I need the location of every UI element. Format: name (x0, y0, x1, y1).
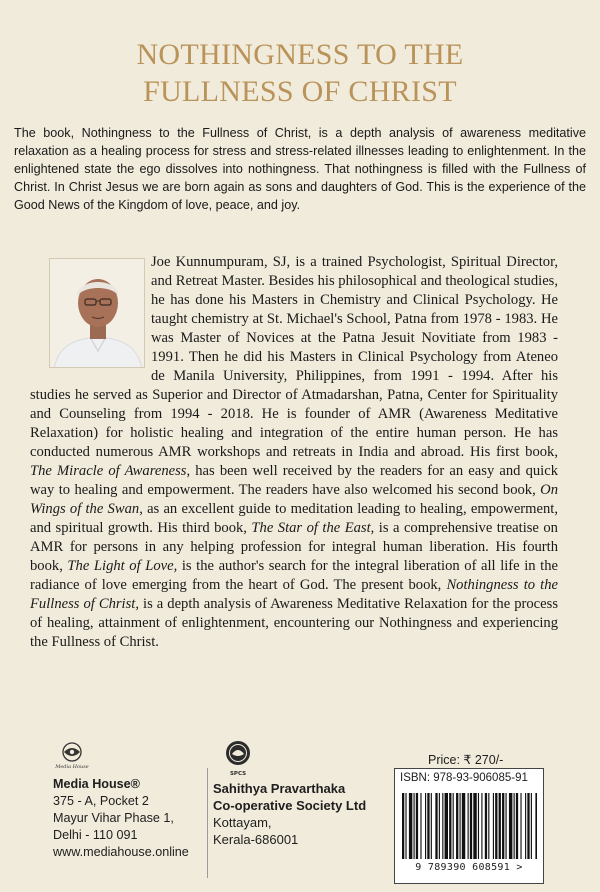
book-title-4: The Light of Love, (67, 558, 178, 574)
barcode-bar (516, 793, 518, 859)
logo-text: Media House (55, 764, 89, 770)
book-title-5: Nothingness to the Fullness of Christ, (30, 577, 558, 612)
barcode-bar (527, 793, 529, 859)
barcode-bar (531, 793, 532, 859)
barcode-bar (495, 793, 497, 859)
book-title-2: On Wings of the Swan (30, 482, 558, 517)
bio-text: , has been well received by the readers for an easy and quick way to healing and empowerment. The readers have also welcomed his second book, (30, 463, 558, 498)
barcode-bar (488, 793, 489, 859)
barcode-bar (435, 793, 437, 859)
barcode-digits: 9 789390 608591 > (415, 862, 523, 873)
barcode-bar (427, 793, 429, 859)
publisher-website: www.mediahouse.online (53, 845, 189, 859)
publisher-address-1: 375 - A, Pocket 2 (53, 794, 149, 808)
barcode-bar (402, 793, 404, 859)
barcode-bar (470, 793, 472, 859)
book-title-3: The Star of the East (251, 520, 371, 536)
barcode-bar (502, 793, 504, 859)
author-biography (30, 253, 558, 652)
price: Price: ₹ 270/- (428, 753, 504, 767)
publisher-address-3: Delhi - 110 091 (53, 828, 138, 842)
book-description: The book, Nothingness to the Fullness of Christ, is a depth analysis of awareness meditative relaxation as a healing process for stress and stress-related illnesses leading to enlightenment. In the enlightened state the ego dissolves into nothingness. That nothingness is filled with the Fullness of Christ. In Christ Jesus we are born again as sons and daughters of God. This is the experience of the Good News of the Kingdom of love, peace, and joy. (14, 126, 586, 212)
barcode-bar (481, 793, 482, 859)
barcode-bar (468, 793, 469, 859)
barcode-bar (405, 793, 406, 859)
title-line-2: FULLNESS OF CHRIST (143, 75, 457, 108)
publisher-address-2: Mayur Vihar Phase 1, (53, 811, 174, 825)
publisher-info (53, 776, 189, 861)
barcode-bar (442, 793, 443, 859)
barcode-bar (499, 793, 501, 859)
barcode (401, 793, 537, 859)
barcode-bar (439, 793, 440, 859)
book-title-1: The Miracle of Awareness (30, 463, 187, 479)
publisher-name: Media House® (53, 777, 140, 791)
barcode-bar (514, 793, 515, 859)
barcode-bar (425, 793, 426, 859)
barcode-bar (485, 793, 487, 859)
barcode-bar (506, 793, 507, 859)
isbn-barcode-box (394, 768, 544, 884)
logo-text: SPCS (229, 771, 247, 777)
barcode-bar (416, 793, 418, 859)
barcode-bar (409, 793, 412, 859)
barcode-bar (535, 793, 537, 859)
barcode-bar (414, 793, 415, 859)
copublisher-city: Kottayam, (213, 815, 272, 830)
spcs-logo-icon (223, 740, 253, 778)
barcode-bar (462, 793, 465, 859)
bio-text: , as an excellent guide to meditation leading to healing, empowerment, and spiritual growth. His third book, (30, 501, 558, 536)
barcode-bar (525, 793, 526, 859)
barcode-bar (493, 793, 494, 859)
book-title (0, 36, 600, 110)
copublisher-name-2: Co-operative Society Ltd (213, 798, 367, 813)
bio-text: , is a comprehensive treatise on AMR for persons in any helping profession for integral human liberation. His fourth book, (30, 520, 558, 574)
barcode-bar (449, 793, 451, 859)
barcode-bar (520, 793, 521, 859)
barcode-bar (509, 793, 512, 859)
bio-text: is a depth analysis of Awareness Meditative Relaxation for the process of healing, attainment of enlightenment, encountering our Nothingness and experiencing the Fullness of Christ. (30, 596, 558, 650)
isbn-label: ISBN: 978-93-906085-91 (400, 772, 528, 784)
footer-divider (207, 768, 208, 878)
barcode-bar (453, 793, 454, 859)
media-house-logo-icon (55, 740, 89, 770)
copublisher-state: Kerala-686001 (213, 832, 299, 847)
bio-text: Joe Kunnumpuram, SJ, is a trained Psychologist, Spiritual Director, and Retreat Master. Besides his philosophical and theological studies, he has done his Masters in Chemistry and Clinical Psychology. He taught chemistry at St. Michael's School, Patna from 1978 - 1983. He was Master of Novices at the Patna Jesuit Novitiate from 1983 - 1991. Then he did his Masters in Clinical Psychology from Ateneo de Manila University, Philippines, from 1991 - 1994. After his studies he served as Superior and Director of Atmadarshan, Patna, Center for Spirituality and Counseling from 1994 - 2018. He is founder of AMR (Awareness Meditative Relaxation) for holistic healing and integration of the entire human person. He has conducted numerous AMR workshops and retreats in India and abroad. His first book, (30, 254, 558, 460)
title-line-1: NOTHINGNESS TO THE (136, 38, 464, 71)
copublisher-name-1: Sahithya Pravarthaka (213, 781, 346, 796)
barcode-bar (431, 793, 432, 859)
bio-text: is the author's search for the integral liberation of all life in the radiance of love emerging from the heart of God. The present book, (30, 558, 558, 593)
barcode-bar (420, 793, 421, 859)
barcode-bar (473, 793, 476, 859)
barcode-bar (456, 793, 458, 859)
barcode-bar (445, 793, 448, 859)
copublisher-info (213, 780, 366, 848)
barcode-bar (478, 793, 479, 859)
barcode-bar (460, 793, 461, 859)
